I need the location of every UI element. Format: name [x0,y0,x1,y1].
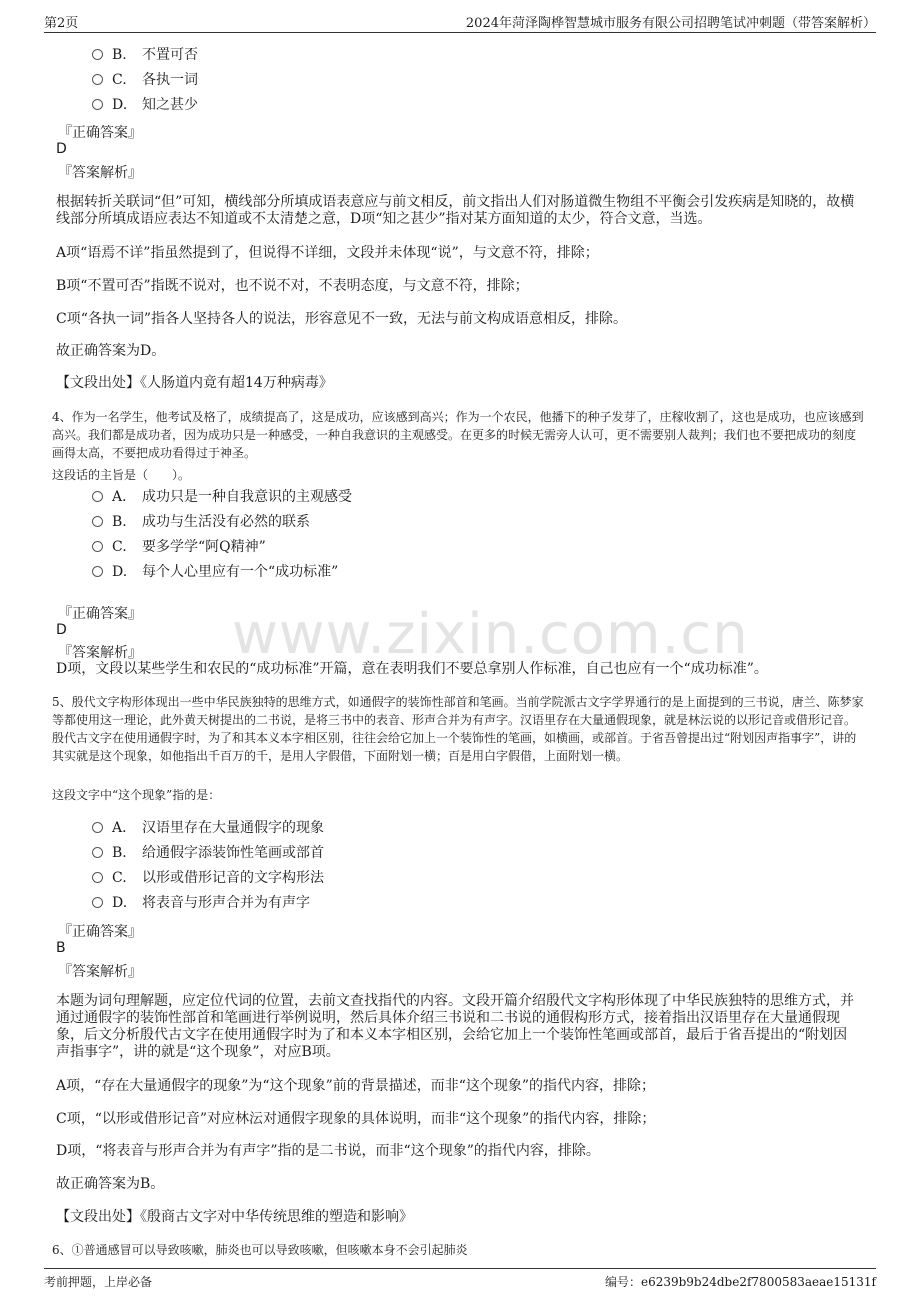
footer-slogan: 考前押题，上岸必备 [44,1275,153,1289]
radio-icon[interactable] [92,49,103,60]
answer-value: D [56,622,67,638]
analysis-paragraph: B项“不置可否”指既不说对，也不说不对，不表明态度，与文意不符，排除； [56,278,529,294]
analysis-paragraph: A项“语焉不详”指虽然提到了，但说得不详细，文段并未体现“说”，与文意不符，排除； [56,245,599,261]
analysis-paragraph: C项“各执一词”指各人坚持各人的说法，形容意见不一致，无法与前文构成语意相反，排除。 [56,311,628,327]
answer-label: 『正确答案』 [58,606,142,622]
analysis-label: 『答案解析』 [58,165,142,181]
page-number: 第2页 [44,16,79,31]
option-d[interactable]: D. 将表音与形声合并为有声字 [92,893,310,913]
option-d[interactable]: D. 知之甚少 [92,95,198,115]
document-id: 编号：e6239b9b24dbe2f7800583aeae15131f [604,1275,876,1289]
analysis-label: 『答案解析』 [58,964,142,980]
option-a[interactable]: A． 汉语里存在大量通假字的现象 [92,818,324,838]
option-b[interactable]: B. 不置可否 [92,45,198,65]
radio-icon[interactable] [92,516,103,527]
analysis-paragraph: D项，“将表音与形声合并为有声字”指的是二书说，而非“这个现象”的指代内容，排除。 [56,1143,600,1159]
analysis-paragraph: D项，文段以某些学生和农民的“成功标准”开篇，意在表明我们不要总拿别人作标准，自己也应有一个“成功标准”。 [56,661,768,677]
question-stem: 5、殷代文字构形体现出一些中华民族独特的思维方式，如通假字的装饰性部首和笔画。当前学院派古文字学界通行的是上面提到的三书说，唐兰、陈梦家等都使用这一理论，此外黄天树提出的二书说，是将三书中的表音、形声合并为有声字。汉语里存在大量通假现象，就是林沄说的以形记音或借形记音。殷代古文字在使用通假字时，为了和其本义本字相区别，往往会给它加上一个装饰性的笔画，如横画，或部首。于省吾曾提出过“附划因声指事字”，讲的其实就是这个现象，如他指出千百万的千，是用人字假借，下面附划一横；百是用白字假借，上面附划一横。 [52,695,864,763]
radio-icon[interactable] [92,99,103,110]
radio-icon[interactable] [92,872,103,883]
analysis-paragraph: A项，“存在大量通假字的现象”为“这个现象”前的背景描述，而非“这个现象”的指代内容，排除； [56,1078,656,1094]
analysis-paragraph: 根据转折关联词“但”可知，横线部分所填成语表意应与前文相反，前文指出人们对肠道微生物组不平衡会引发疾病是知晓的，故横线部分所填成语应表达不知道或不太清楚之意，D项“知之甚少”指对某方面知道的太少，符合文意，当选。 [56,194,855,227]
answer-value: D [56,141,67,157]
answer-label: 『正确答案』 [58,125,142,141]
option-c[interactable]: C. 以形或借形记音的文字构形法 [92,868,324,888]
option-c[interactable]: C. 要多学学“阿Q精神” [92,537,266,557]
page-header [44,10,876,33]
answer-label: 『正确答案』 [58,924,142,940]
question-prompt: 这段文字中“这个现象”指的是： [52,788,221,802]
analysis-paragraph: C项，“以形或借形记音”对应林沄对通假字现象的具体说明，而非“这个现象”的指代内容，排除； [56,1111,656,1127]
question-stem: 6、①普通感冒可以导致咳嗽，肺炎也可以导致咳嗽，但咳嗽本身不会引起肺炎 [52,1243,468,1257]
analysis-label: 『答案解析』 [58,645,142,661]
option-c[interactable]: C. 各执一词 [92,70,198,90]
option-b[interactable]: B. 成功与生活没有必然的联系 [92,512,310,532]
radio-icon[interactable] [92,541,103,552]
document-title: 2024年菏泽陶桦智慧城市服务有限公司招聘笔试冲刺题（带答案解析） [465,16,876,31]
radio-icon[interactable] [92,847,103,858]
watermark: www.zixin.com.cn [232,602,749,667]
radio-icon[interactable] [92,566,103,577]
source-citation: 【文段出处】《人肠道内竟有超14万种病毒》 [56,375,333,391]
source-citation: 【文段出处】《殷商古文字对中华传统思维的塑造和影响》 [56,1209,413,1225]
radio-icon[interactable] [92,491,103,502]
option-d[interactable]: D. 每个人心里应有一个“成功标准” [92,562,338,582]
question-stem: 4、作为一名学生，他考试及格了，成绩提高了，这是成功，应该感到高兴；作为一个农民，他播下的种子发芽了，庄稼收割了，这也是成功，也应该感到高兴。我们都是成功者，因为成功只是一种感受，一种自我意识的主观感受。在更多的时候无需旁人认可，更不需要别人裁判；我们也不要把成功的刻度画得太高，不要把成功看得过于神圣。 [52,410,864,460]
page-footer [44,1268,876,1293]
question-prompt: 这段话的主旨是（ ）。 [52,468,191,482]
radio-icon[interactable] [92,822,103,833]
radio-icon[interactable] [92,897,103,908]
option-b[interactable]: B. 给通假字添装饰性笔画或部首 [92,843,324,863]
option-a[interactable]: A． 成功只是一种自我意识的主观感受 [92,487,352,507]
analysis-paragraph: 本题为词句理解题，应定位代词的位置，去前文查找指代的内容。文段开篇介绍殷代文字构形体现了中华民族独特的思维方式，并通过通假字的装饰性部首和笔画进行举例说明，然后具体介绍三书说和二书说的通假构形方式，接着指出汉语里存在大量通假现象，后文分析殷代古文字在使用通假字时为了和本义本字相区别，会给它加上一个装饰性笔画或部首，最后于省吾提出的“附划因声指事字”，讲的就是“这个现象”，对应B项。 [56,993,854,1060]
analysis-conclusion: 故正确答案为B。 [56,1176,165,1192]
radio-icon[interactable] [92,74,103,85]
analysis-conclusion: 故正确答案为D。 [56,343,166,359]
answer-value: B [56,940,66,956]
